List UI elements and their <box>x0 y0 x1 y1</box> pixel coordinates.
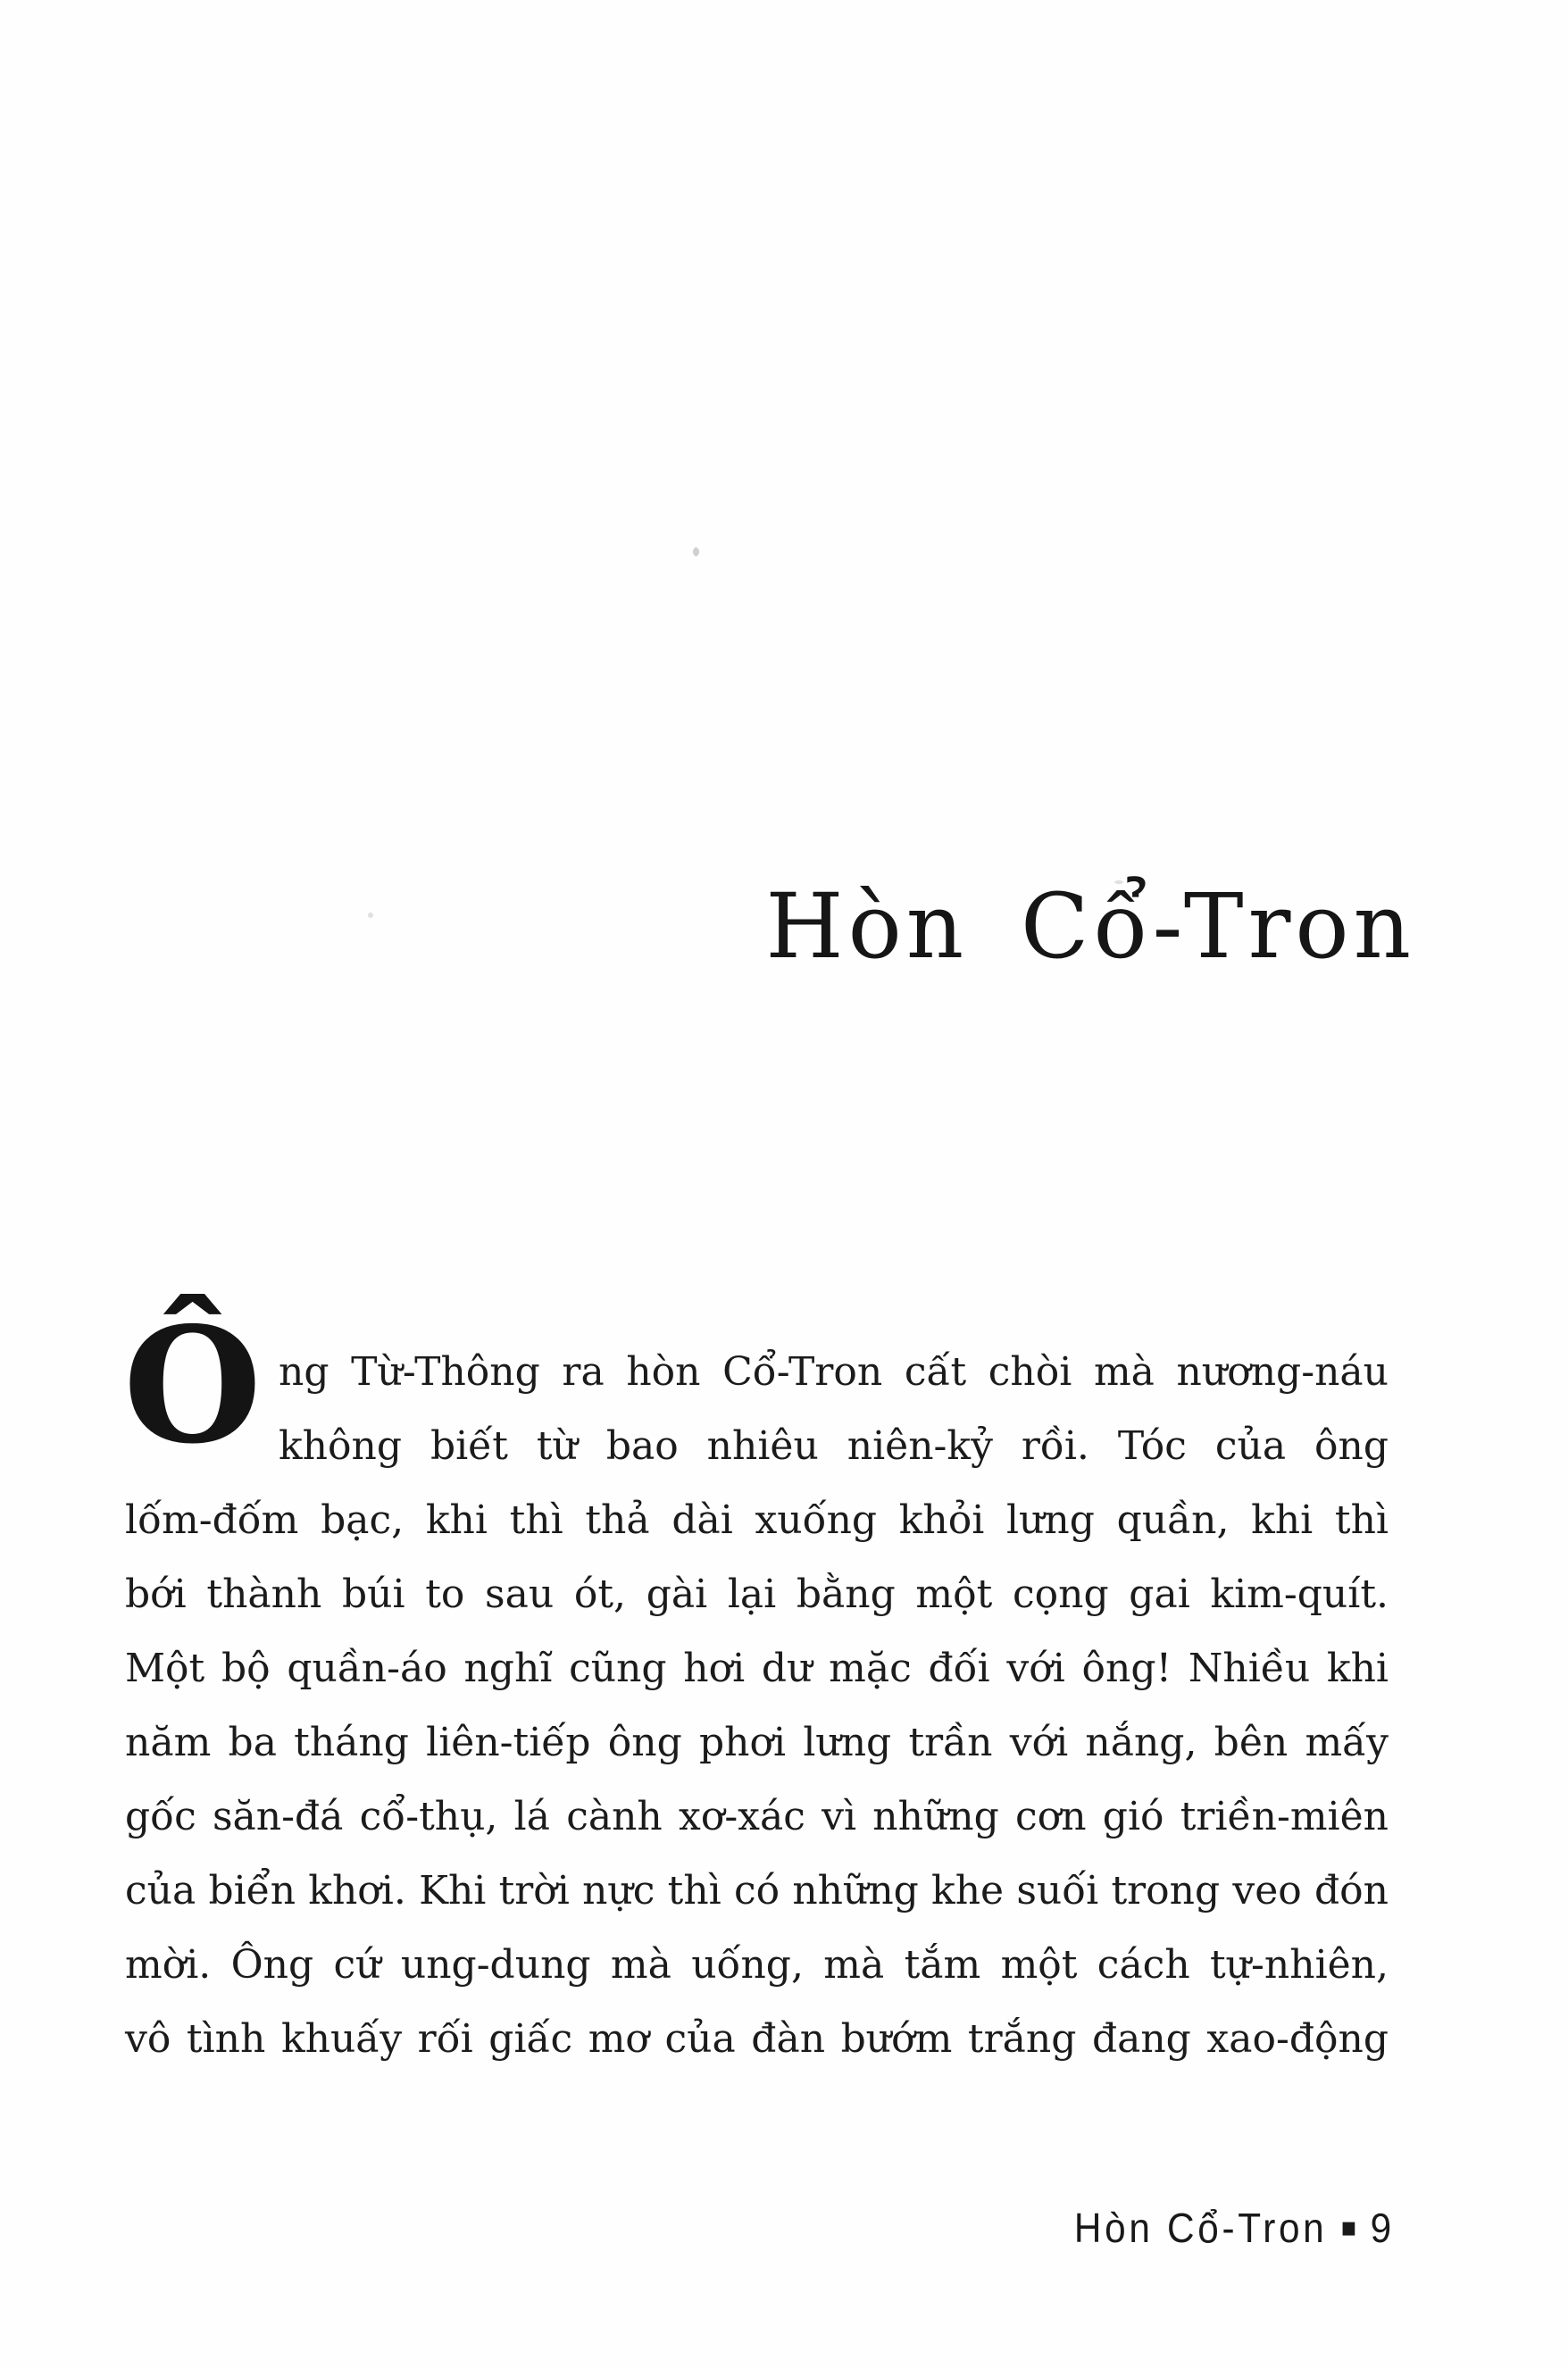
footer-running-title: Hòn Cổ-Tron <box>1073 2205 1328 2251</box>
chapter-title: Hòn Cổ-Tron <box>765 874 1415 979</box>
running-footer <box>1073 2205 1391 2251</box>
body-line: gốc săn-đá cổ-thụ, lá cành xơ-xác vì những cơn gió triền-miên <box>125 1794 1389 1839</box>
body-line: ng Từ-Thông ra hòn Cổ-Tron cất chòi mà nương-náu <box>279 1349 1389 1395</box>
page-number: 9 <box>1370 2205 1391 2251</box>
body-line: không biết từ bao nhiêu niên-kỷ rồi. Tóc của ông <box>279 1423 1389 1469</box>
body-line: Một bộ quần-áo nghĩ cũng hơi dư mặc đối với ông! Nhiều khi <box>125 1646 1389 1691</box>
body-line: lốm-đốm bạc, khi thì thả dài xuống khỏi lưng quần, khi thì <box>125 1497 1389 1543</box>
paragraph <box>125 1335 1389 2076</box>
footer-separator-square: ▪ <box>1340 2212 1357 2243</box>
body-line: mời. Ông cứ ung-dung mà uống, mà tắm một cách tự-nhiên, <box>125 1942 1389 1988</box>
body-line: năm ba tháng liên-tiếp ông phơi lưng trần với nắng, bên mấy <box>125 1720 1389 1765</box>
body-line: bới thành búi to sau ót, gài lại bằng một cọng gai kim-quít. <box>125 1572 1389 1617</box>
scan-speck <box>368 913 373 918</box>
body-line: của biển khơi. Khi trời nực thì có những khe suối trong veo đón <box>125 1868 1389 1914</box>
drop-cap-letter: Ô <box>123 1292 263 1479</box>
scan-speck <box>693 547 699 556</box>
body-line: vô tình khuấy rối giấc mơ của đàn bướm trắng đang xao-động <box>125 2016 1389 2062</box>
